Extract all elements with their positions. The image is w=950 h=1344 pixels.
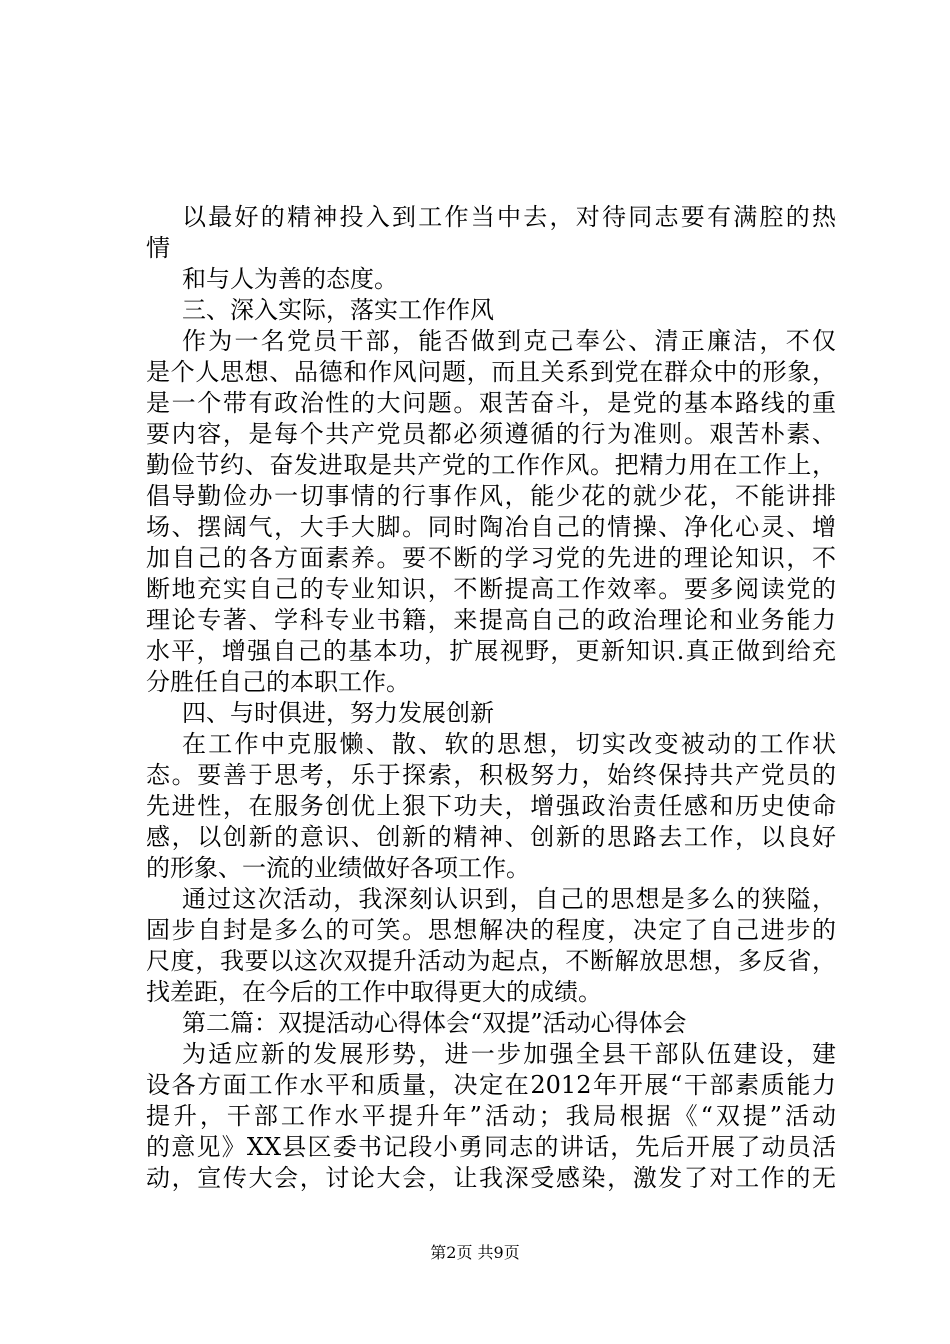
text-line: 场、摆阔气，大手大脚。同时陶冶自己的情操、净化心灵、增 xyxy=(146,513,836,541)
text-line: 要内容，是每个共产党员都必须遵循的行为准则。艰苦朴素、 xyxy=(146,420,836,448)
section-heading: 四、与时俱进，努力发展创新 xyxy=(182,699,494,727)
text-line: 是个人思想、品德和作风问题，而且关系到党在群众中的形象， xyxy=(146,358,836,386)
page-number: 第2页 共9页 xyxy=(430,1243,520,1262)
text-line: 水平，增强自己的基本功，扩展视野，更新知识.真正做到给充 xyxy=(146,637,836,665)
text-line: 态。要善于思考，乐于探索，积极努力，始终保持共产党员的 xyxy=(146,761,836,789)
text-line: 提升，干部工作水平提升年”活动；我局根据《“双提”活动 xyxy=(146,1102,836,1130)
text-line: 断地充实自己的专业知识，不断提高工作效率。要多阅读党的 xyxy=(146,575,836,603)
text-line: 理论专著、学科专业书籍，来提高自己的政治理论和业务能力 xyxy=(146,606,836,634)
text-line: 感，以创新的意识、创新的精神、创新的思路去工作，以良好 xyxy=(146,823,836,851)
text-line: 固步自封是多么的可笑。思想解决的程度，决定了自己进步的 xyxy=(146,916,836,944)
document-body xyxy=(146,202,836,1194)
text-line: 在工作中克服懒、散、软的思想，切实改变被动的工作状 xyxy=(182,730,836,758)
text-line: 和与人为善的态度。 xyxy=(182,265,398,293)
text-line: 找差距，在今后的工作中取得更大的成绩。 xyxy=(146,978,602,1006)
text-line: 通过这次活动，我深刻认识到，自己的思想是多么的狭隘， xyxy=(182,885,836,913)
section-heading: 三、深入实际，落实工作作风 xyxy=(182,296,494,324)
text-line: 动，宣传大会，讨论大会，让我深受感染，激发了对工作的无 xyxy=(146,1164,836,1192)
text-line: 是一个带有政治性的大问题。艰苦奋斗，是党的基本路线的重 xyxy=(146,389,836,417)
text-line: 设各方面工作水平和质量，决定在2012年开展“干部素质能力 xyxy=(146,1071,836,1099)
page-footer xyxy=(0,1242,950,1264)
text-line: 加自己的各方面素养。要不断的学习党的先进的理论知识，不 xyxy=(146,544,836,572)
article-heading: 第二篇：双提活动心得体会“双提”活动心得体会 xyxy=(182,1009,687,1037)
text-line: 的意见》XX县区委书记段小勇同志的讲话，先后开展了动员活 xyxy=(146,1133,836,1161)
text-line: 情 xyxy=(146,234,170,262)
text-line: 勤俭节约、奋发进取是共产党的工作作风。把精力用在工作上， xyxy=(146,451,836,479)
text-line: 以最好的精神投入到工作当中去，对待同志要有满腔的热 xyxy=(182,203,836,231)
text-line: 的形象、一流的业绩做好各项工作。 xyxy=(146,854,530,882)
text-line: 分胜任自己的本职工作。 xyxy=(146,668,410,696)
text-line: 作为一名党员干部，能否做到克己奉公、清正廉洁，不仅 xyxy=(182,327,836,355)
text-line: 为适应新的发展形势，进一步加强全县干部队伍建设，建 xyxy=(182,1040,836,1068)
text-line: 尺度，我要以这次双提升活动为起点，不断解放思想，多反省， xyxy=(146,947,836,975)
text-line: 先进性，在服务创优上狠下功夫，增强政治责任感和历史使命 xyxy=(146,792,836,820)
text-line: 倡导勤俭办一切事情的行事作风，能少花的就少花，不能讲排 xyxy=(146,482,836,510)
